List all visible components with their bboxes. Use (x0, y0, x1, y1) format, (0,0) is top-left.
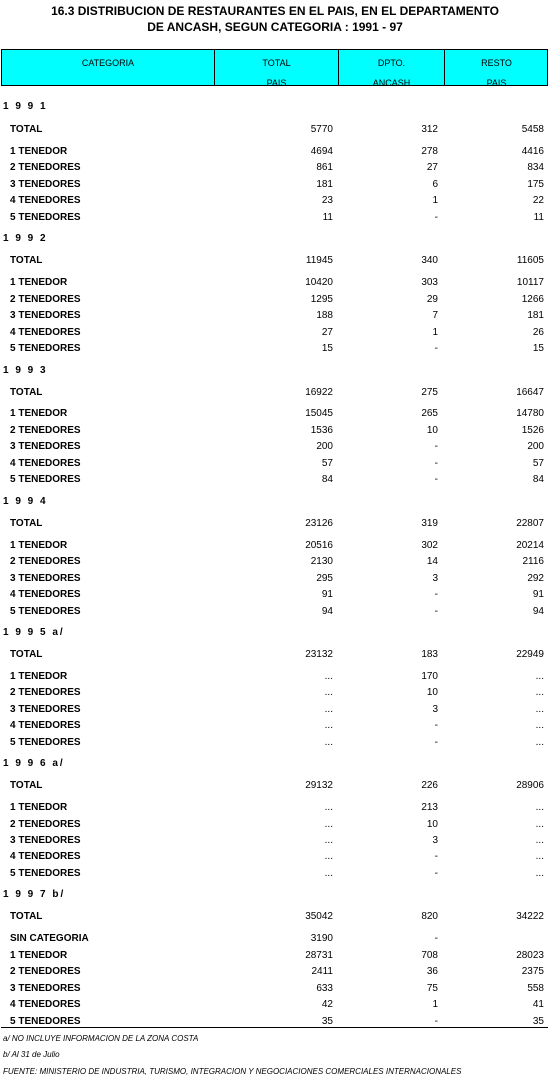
row-total-pais: ... (324, 802, 333, 813)
table-row (0, 194, 550, 207)
row-dpto-ancash: 3 (432, 704, 438, 715)
row-total-pais: 295 (316, 573, 333, 584)
row-total-pais: 23132 (305, 649, 333, 660)
row-total-pais: ... (324, 704, 333, 715)
row-resto-pais: 22 (532, 195, 544, 206)
table-row (0, 949, 550, 962)
year-label: 1 9 9 7 b/ (3, 889, 66, 900)
row-category: 4 TENEDORES (10, 327, 81, 338)
row-total-pais: 20516 (305, 540, 333, 551)
row-category: 1 TENEDOR (10, 802, 68, 813)
row-category: 2 TENEDORES (10, 294, 81, 305)
row-category: 1 TENEDOR (10, 146, 68, 157)
row-dpto-ancash: - (434, 933, 438, 944)
table-row (0, 309, 550, 322)
row-dpto-ancash: 7 (432, 310, 438, 321)
row-category: 2 TENEDORES (10, 162, 81, 173)
row-dpto-ancash: 6 (432, 179, 438, 190)
row-dpto-ancash: 226 (421, 780, 438, 791)
row-resto-pais: 2375 (521, 966, 544, 977)
row-total-pais: 1295 (310, 294, 333, 305)
row-dpto-ancash: 10 (426, 425, 438, 436)
row-resto-pais: 11 (533, 212, 544, 223)
row-total-pais: 15045 (305, 408, 333, 419)
table-row (0, 178, 550, 191)
row-dpto-ancash: 820 (421, 911, 438, 922)
row-resto-pais: 34222 (516, 911, 544, 922)
row-category: TOTAL (10, 780, 43, 791)
row-total-pais: 200 (316, 441, 333, 452)
row-resto-pais: ... (535, 835, 544, 846)
row-category: 2 TENEDORES (10, 819, 81, 830)
row-total-pais: 28731 (305, 950, 333, 961)
row-dpto-ancash: 1 (432, 999, 438, 1010)
row-dpto-ancash: 3 (432, 835, 438, 846)
row-category: 1 TENEDOR (10, 277, 68, 288)
table-row (0, 342, 550, 355)
row-category: 4 TENEDORES (10, 851, 81, 862)
row-resto-pais: 11605 (516, 255, 544, 266)
table-row (0, 719, 550, 732)
row-dpto-ancash: - (434, 868, 438, 879)
row-dpto-ancash: - (434, 474, 438, 485)
table-row (0, 457, 550, 470)
row-resto-pais: 91 (532, 589, 544, 600)
row-dpto-ancash: - (434, 589, 438, 600)
row-total-pais: 27 (321, 327, 333, 338)
row-resto-pais: 558 (527, 983, 544, 994)
row-total-pais: 15 (321, 343, 333, 354)
row-category: SIN CATEGORIA (10, 933, 89, 944)
row-resto-pais: 10117 (516, 277, 544, 288)
table-row (0, 555, 550, 568)
row-total-pais: 188 (316, 310, 333, 321)
row-resto-pais: 57 (532, 458, 544, 469)
row-total-pais: ... (324, 687, 333, 698)
row-dpto-ancash: 265 (421, 408, 438, 419)
row-resto-pais: ... (535, 704, 544, 715)
row-category: 3 TENEDORES (10, 983, 81, 994)
table-row (0, 407, 550, 420)
row-resto-pais: 41 (532, 999, 544, 1010)
table-row (0, 867, 550, 880)
row-dpto-ancash: - (434, 737, 438, 748)
row-resto-pais: 2116 (522, 556, 544, 567)
row-total-pais: 1536 (310, 425, 333, 436)
bottom-rule (1, 1027, 548, 1028)
row-category: 5 TENEDORES (10, 606, 81, 617)
row-category: 4 TENEDORES (10, 720, 81, 731)
row-total-pais: 2411 (311, 966, 333, 977)
row-total-pais: ... (324, 851, 333, 862)
row-dpto-ancash: - (434, 1016, 438, 1027)
row-resto-pais: 22949 (516, 649, 544, 660)
table-row (0, 473, 550, 486)
row-dpto-ancash: 1 (432, 327, 438, 338)
table-row (0, 440, 550, 453)
row-total-pais: ... (324, 671, 333, 682)
year-label: 1 9 9 2 (3, 233, 48, 244)
table-header (1, 49, 548, 86)
row-dpto-ancash: 170 (421, 671, 438, 682)
title-line-1: 16.3 DISTRIBUCION DE RESTAURANTES EN EL PAIS, EN EL DEPARTAMENTO (51, 4, 499, 18)
row-category: 5 TENEDORES (10, 1016, 81, 1027)
table-row (0, 605, 550, 618)
row-resto-pais: 181 (527, 310, 544, 321)
row-total-pais: 16922 (305, 387, 333, 398)
table-row (0, 293, 550, 306)
row-total-pais: ... (324, 868, 333, 879)
row-total-pais: 84 (321, 474, 333, 485)
row-dpto-ancash: 319 (421, 518, 438, 529)
row-dpto-ancash: 1 (432, 195, 438, 206)
row-resto-pais: 28023 (516, 950, 544, 961)
row-category: 3 TENEDORES (10, 179, 81, 190)
table-row (0, 424, 550, 437)
row-resto-pais: 28906 (516, 780, 544, 791)
row-dpto-ancash: 708 (421, 950, 438, 961)
row-dpto-ancash: 14 (426, 556, 438, 567)
row-category: 1 TENEDOR (10, 671, 68, 682)
table-row (0, 801, 550, 814)
row-dpto-ancash: 27 (426, 162, 438, 173)
title-line-2: DE ANCASH, SEGUN CATEGORIA : 1991 - 97 (147, 20, 403, 34)
row-dpto-ancash: 278 (421, 146, 438, 157)
table-row (0, 670, 550, 683)
row-resto-pais: 15 (532, 343, 544, 354)
row-resto-pais: 14780 (516, 408, 544, 419)
row-category: 3 TENEDORES (10, 704, 81, 715)
row-resto-pais: 5458 (521, 124, 544, 135)
row-total-pais: 11 (322, 212, 333, 223)
year-label: 1 9 9 3 (3, 365, 48, 376)
row-dpto-ancash: 213 (421, 802, 438, 813)
table-row (0, 386, 550, 399)
table-row (0, 818, 550, 831)
row-total-pais: 5770 (310, 124, 333, 135)
table-row (0, 588, 550, 601)
header-dpto-ancash: DPTO. ANCASH (338, 50, 444, 85)
table-row (0, 998, 550, 1011)
row-category: 5 TENEDORES (10, 474, 81, 485)
table-row (0, 539, 550, 552)
row-resto-pais: 20214 (516, 540, 544, 551)
header-total-pais: TOTAL PAIS (214, 50, 338, 85)
row-dpto-ancash: 29 (426, 294, 438, 305)
year-label: 1 9 9 1 (3, 101, 48, 112)
table-row (0, 161, 550, 174)
row-category: TOTAL (10, 649, 43, 660)
year-label: 1 9 9 5 a/ (3, 627, 65, 638)
row-category: 4 TENEDORES (10, 195, 81, 206)
row-category: 3 TENEDORES (10, 835, 81, 846)
header-categoria: CATEGORIA (81, 58, 135, 68)
table-row (0, 648, 550, 661)
note-b: b/ Al 31 de Julio (3, 1050, 60, 1059)
row-total-pais: 35 (321, 1016, 333, 1027)
row-resto-pais: 16647 (516, 387, 544, 398)
row-dpto-ancash: 36 (426, 966, 438, 977)
row-category: 1 TENEDOR (10, 540, 68, 551)
table-row (0, 276, 550, 289)
row-dpto-ancash: 275 (421, 387, 438, 398)
row-category: 2 TENEDORES (10, 966, 81, 977)
row-category: 3 TENEDORES (10, 573, 81, 584)
row-category: 5 TENEDORES (10, 868, 81, 879)
row-category: 3 TENEDORES (10, 441, 81, 452)
row-total-pais: 29132 (305, 780, 333, 791)
row-category: TOTAL (10, 124, 43, 135)
row-resto-pais: 84 (532, 474, 544, 485)
row-total-pais: 2130 (310, 556, 333, 567)
table-row (0, 834, 550, 847)
row-total-pais: 23126 (305, 518, 333, 529)
table-row (0, 703, 550, 716)
row-total-pais: 11945 (305, 255, 333, 266)
row-resto-pais: 4416 (521, 146, 544, 157)
row-dpto-ancash: 312 (421, 124, 438, 135)
row-category: 4 TENEDORES (10, 999, 81, 1010)
row-total-pais: 3190 (310, 933, 333, 944)
row-total-pais: ... (324, 835, 333, 846)
row-category: 4 TENEDORES (10, 458, 81, 469)
row-resto-pais: 292 (527, 573, 544, 584)
table-row (0, 517, 550, 530)
header-resto-pais: RESTO PAIS (444, 50, 548, 85)
row-dpto-ancash: - (434, 212, 438, 223)
year-label: 1 9 9 4 (3, 496, 48, 507)
row-category: TOTAL (10, 387, 43, 398)
row-dpto-ancash: - (434, 720, 438, 731)
row-resto-pais: 22807 (516, 518, 544, 529)
row-resto-pais: 26 (532, 327, 544, 338)
row-total-pais: 42 (321, 999, 333, 1010)
table-row (0, 326, 550, 339)
row-resto-pais: 35 (532, 1016, 544, 1027)
table-row (0, 965, 550, 978)
table-row (0, 572, 550, 585)
row-dpto-ancash: 10 (426, 819, 438, 830)
row-resto-pais: ... (535, 720, 544, 731)
row-dpto-ancash: 302 (421, 540, 438, 551)
table-row (0, 910, 550, 923)
row-category: 2 TENEDORES (10, 556, 81, 567)
table-row (0, 145, 550, 158)
row-dpto-ancash: 75 (426, 983, 438, 994)
table-row (0, 123, 550, 136)
table-row (0, 982, 550, 995)
row-resto-pais: 94 (532, 606, 544, 617)
row-resto-pais: 175 (527, 179, 544, 190)
row-dpto-ancash: - (434, 458, 438, 469)
row-category: 4 TENEDORES (10, 589, 81, 600)
row-dpto-ancash: 10 (426, 687, 438, 698)
row-total-pais: 57 (321, 458, 333, 469)
table-row (0, 779, 550, 792)
row-resto-pais: ... (535, 687, 544, 698)
row-total-pais: 35042 (305, 911, 333, 922)
table-row (0, 686, 550, 699)
row-dpto-ancash: 183 (421, 649, 438, 660)
row-total-pais: ... (324, 737, 333, 748)
table-row (0, 254, 550, 267)
row-category: TOTAL (10, 255, 43, 266)
row-total-pais: ... (324, 819, 333, 830)
row-dpto-ancash: 340 (421, 255, 438, 266)
row-category: 5 TENEDORES (10, 737, 81, 748)
row-dpto-ancash: 303 (421, 277, 438, 288)
row-resto-pais: ... (535, 819, 544, 830)
row-total-pais: 633 (316, 983, 333, 994)
row-resto-pais: ... (535, 802, 544, 813)
row-resto-pais: ... (535, 737, 544, 748)
row-category: 1 TENEDOR (10, 950, 68, 961)
row-resto-pais: 1526 (521, 425, 544, 436)
row-category: 2 TENEDORES (10, 425, 81, 436)
row-resto-pais: ... (535, 868, 544, 879)
row-dpto-ancash: - (434, 343, 438, 354)
year-label: 1 9 9 6 a/ (3, 758, 65, 769)
row-total-pais: 91 (321, 589, 333, 600)
row-category: TOTAL (10, 518, 43, 529)
table-row (0, 932, 550, 945)
row-dpto-ancash: 3 (432, 573, 438, 584)
row-resto-pais: ... (535, 671, 544, 682)
row-dpto-ancash: - (434, 851, 438, 862)
row-category: 5 TENEDORES (10, 343, 81, 354)
row-dpto-ancash: - (434, 606, 438, 617)
row-resto-pais: 200 (527, 441, 544, 452)
page-title (0, 3, 550, 35)
row-total-pais: 23 (321, 195, 333, 206)
row-total-pais: 861 (316, 162, 333, 173)
table-row (0, 211, 550, 224)
row-resto-pais: 1266 (521, 294, 544, 305)
table-row (0, 736, 550, 749)
row-total-pais: ... (324, 720, 333, 731)
row-category: 2 TENEDORES (10, 687, 81, 698)
row-total-pais: 10420 (305, 277, 333, 288)
row-total-pais: 181 (316, 179, 333, 190)
row-dpto-ancash: - (434, 441, 438, 452)
source-note: FUENTE: MINISTERIO DE INDUSTRIA, TURISMO, INTEGRACION Y NEGOCIACIONES COMERCIALES INTERNACIONALES (3, 1067, 462, 1076)
table-row (0, 850, 550, 863)
row-category: 1 TENEDOR (10, 408, 68, 419)
row-category: 3 TENEDORES (10, 310, 81, 321)
row-category: TOTAL (10, 911, 43, 922)
row-total-pais: 94 (321, 606, 333, 617)
row-total-pais: 4694 (310, 146, 333, 157)
note-a: a/ NO INCLUYE INFORMACION DE LA ZONA COSTA (3, 1034, 199, 1043)
row-resto-pais: 834 (527, 162, 544, 173)
row-category: 5 TENEDORES (10, 212, 81, 223)
row-resto-pais: ... (535, 851, 544, 862)
